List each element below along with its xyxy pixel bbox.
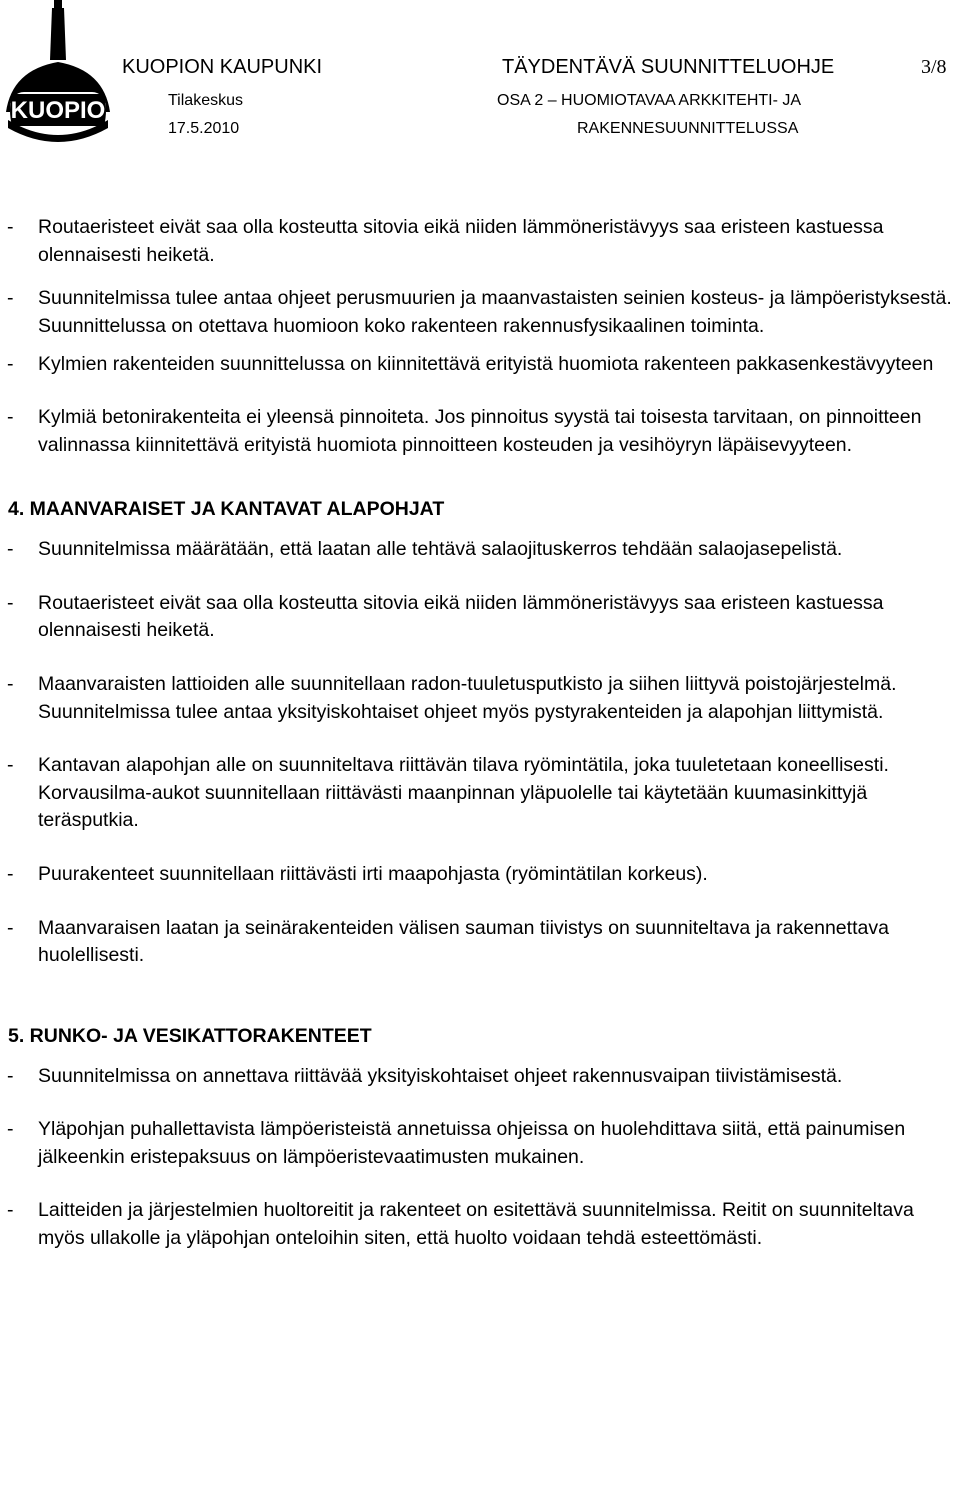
list-dash: - [7, 1064, 14, 1087]
list-item [7, 404, 952, 459]
list-dash: - [7, 672, 14, 695]
list-item-text: Maanvaraisten lattioiden alle suunnitellaan radon-tuuletusputkisto ja siihen liittyvä poistojärjestelmä. Suunnitelmissa tulee antaa yksityiskohtaiset ohjeet myös pystyrakenteiden ja alapohjan liittymistä. [38, 672, 897, 723]
list-item [7, 536, 952, 564]
list-item [7, 1197, 952, 1252]
list-item-text: Routaeristeet eivät saa olla kosteutta sitovia eikä niiden lämmöneristävyys saa eristeen kastuessa olennaisesti heiketä. [38, 591, 884, 642]
list-dash: - [7, 353, 14, 376]
list-dash: - [7, 405, 14, 428]
list-item [7, 590, 952, 645]
header-department: Tilakeskus [168, 92, 243, 109]
list-item-text: Kylmiä betonirakenteita ei yleensä pinnoiteta. Jos pinnoitus syystä tai toisesta tarvitaan, on pinnoitteen valinnassa kiinnitettävä erityistä huomiota pinnoitteen kosteuden ja vesihöyryn läpäisevyyteen. [38, 405, 922, 456]
list-item [7, 915, 952, 970]
list-item [7, 285, 952, 340]
list-dash: - [7, 754, 14, 777]
header-doc-title: TÄYDENTÄVÄ SUUNNITTELUOHJE [502, 56, 835, 78]
list-item [7, 1063, 952, 1091]
list-item-text: Yläpohjan puhallettavista lämpöeristeistä annetuissa ohjeissa on huolehdittava siitä, että painumisen jälkeenkin eristepaksuus on lämpöeristevaatimusten mukainen. [38, 1118, 906, 1168]
list-dash: - [7, 1199, 14, 1222]
header-section-line1: OSA 2 – HUOMIOTAVAA ARKKITEHTI- JA [497, 92, 802, 109]
list-item [7, 861, 952, 889]
list-item-text: Maanvaraisen laatan ja seinärakenteiden välisen sauman tiivistys on suunniteltava ja rakennettava huolellisesti. [38, 916, 889, 967]
list-item-text: Suunnitelmissa on annettava riittävää yksityiskohtaiset ohjeet rakennusvaipan tiivistämisestä. [38, 1064, 843, 1087]
list-item-text: Puurakenteet suunnitellaan riittävästi irti maapohjasta (ryömintätilan korkeus). [38, 862, 708, 885]
list-item [7, 351, 952, 379]
list-item [7, 1116, 952, 1171]
list-item-text: Suunnitelmissa määrätään, että laatan alle tehtävä salaojituskerros tehdään salaojasepelistä. [38, 538, 843, 561]
kuopio-crest-icon [2, 0, 114, 150]
page-number: 3/8 [921, 56, 947, 78]
list-dash: - [7, 1118, 14, 1141]
section-heading-4: 4. MAANVARAISET JA KANTAVAT ALAPOHJAT [8, 498, 445, 521]
kuopio-logo [2, 0, 114, 150]
list-dash: - [7, 916, 14, 939]
list-item-text: Routaeristeet eivät saa olla kosteutta sitovia eikä niiden lämmöneristävyys saa eristeen kastuessa olennaisesti heiketä. [38, 216, 884, 266]
header-org: KUOPION KAUPUNKI [122, 56, 323, 78]
list-item [7, 752, 952, 835]
list-dash: - [7, 287, 14, 310]
logo-text: KUOPIO [10, 97, 106, 124]
list-dash: - [7, 538, 14, 561]
list-item-text: Suunnitelmissa tulee antaa ohjeet perusmuurien ja maanvastaisten seinien kosteus- ja lämpöeristyksestä. Suunnittelussa on otettava huomioon koko rakenteen rakennusfysikaalinen toiminta. [38, 287, 952, 337]
document-body [0, 210, 960, 1253]
list-item-text: Kylmien rakenteiden suunnittelussa on kiinnitettävä erityistä huomiota rakenteen pakkasenkestävyyteen [38, 353, 934, 376]
header-date: 17.5.2010 [168, 120, 240, 137]
section-heading-5: 5. RUNKO- JA VESIKATTORAKENTEET [8, 1024, 372, 1047]
list-item [7, 671, 952, 726]
header-section-line2: RAKENNESUUNNITTELUSSA [577, 120, 799, 137]
list-item-text: Laitteiden ja järjestelmien huoltoreitit ja rakenteet on esitettävä suunnitelmissa. Reitit on suunniteltava myös ullakolle ja yläpohjan onteloihin siten, että huolto voidaan tehdä esteettömästi. [38, 1199, 914, 1250]
list-dash: - [7, 216, 14, 238]
list-item-text: Kantavan alapohjan alle on suunniteltava riittävän tilava ryömintätila, joka tuuletetaan koneellisesti. Korvausilma-aukot suunnitellaan riittävästi maanpinnan yläpuolelle tai käytetään kuumasinkittyjä teräsputkia. [38, 754, 889, 832]
list-dash: - [7, 862, 14, 885]
list-dash: - [7, 591, 14, 614]
list-item [7, 214, 952, 269]
